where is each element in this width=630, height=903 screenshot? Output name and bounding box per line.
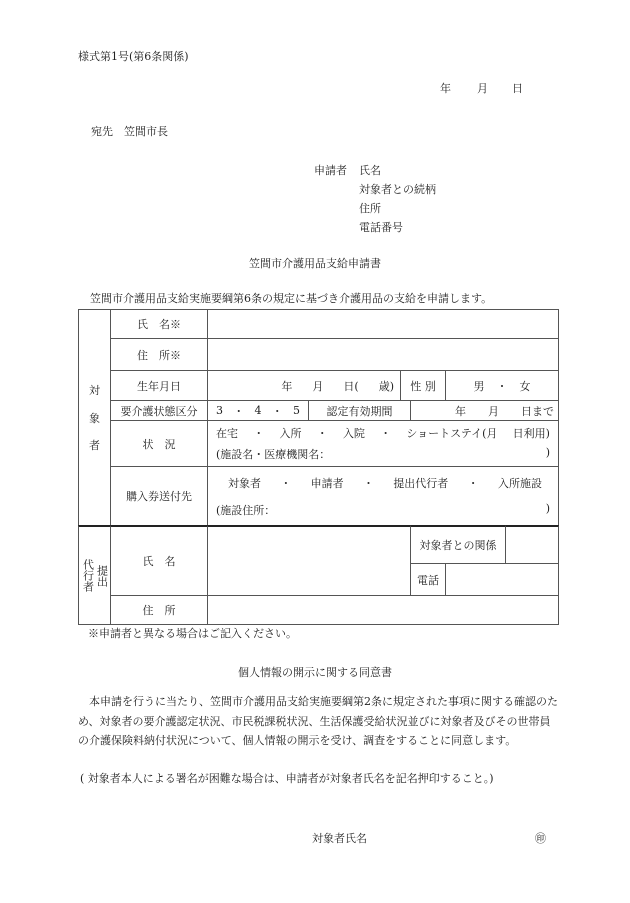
birth-month: 月 — [312, 379, 324, 393]
applicant-name-field: 氏名 — [359, 164, 381, 177]
valid-year: 年 — [455, 404, 466, 418]
consent-note: ( 対象者本人による署名が困難な場合は、申請者が対象者氏名を記名押印すること。) — [80, 772, 494, 785]
separator: ・ — [362, 476, 374, 490]
subject-label — [78, 309, 111, 526]
ticket-proxy[interactable]: 提出代行者 — [393, 476, 449, 490]
applicant-phone-field: 電話番号 — [359, 221, 403, 234]
valid-month: 月 — [488, 404, 499, 418]
ticket-facility[interactable]: 入所施設 — [497, 476, 542, 490]
separator: ・ — [496, 379, 508, 393]
subject-char: 象 — [89, 411, 100, 425]
status-shortstay[interactable]: ショートステイ(月 — [406, 427, 498, 441]
close-paren: ) — [545, 501, 550, 515]
applicant-relation-field: 対象者との続柄 — [359, 183, 436, 196]
date-day: 日 — [512, 82, 523, 95]
proxy-label-line1: 提出 — [95, 564, 109, 587]
seal-icon: ㊞ — [535, 832, 546, 845]
separator: ・ — [253, 427, 265, 441]
ticket-input[interactable] — [207, 466, 559, 526]
ticket-subject[interactable]: 対象者 — [228, 476, 261, 490]
care-label: 要介護状態区分 — [110, 400, 208, 421]
sex-male[interactable]: 男 — [473, 379, 485, 393]
birth-input[interactable] — [207, 370, 401, 401]
sex-label: 性 別 — [400, 370, 446, 401]
address-label: 住 所※ — [110, 338, 208, 371]
form-number: 様式第1号(第6条関係) — [78, 50, 189, 63]
subject-char: 者 — [89, 439, 100, 453]
sex-options[interactable] — [445, 370, 559, 401]
separator: ・ — [280, 476, 292, 490]
facility-address-label: (施設住所： — [216, 503, 276, 517]
status-hospital[interactable]: 入院 — [342, 427, 365, 441]
signature-label: 対象者氏名 — [312, 832, 367, 845]
subject-char: 対 — [89, 383, 100, 397]
ticket-options — [216, 475, 550, 491]
status-home[interactable]: 在宅 — [216, 427, 238, 441]
consent-title: 個人情報の開示に関する同意書 — [238, 666, 392, 679]
date-month: 月 — [477, 82, 488, 95]
care-4[interactable]: 4 — [254, 404, 262, 417]
phone-label: 電話 — [410, 563, 446, 596]
applicant-address-field: 住所 — [359, 202, 381, 215]
status-shortstay-days: 日利用) — [512, 427, 550, 441]
valid-day: 日まで — [521, 404, 554, 418]
status-label: 状 況 — [110, 420, 208, 467]
ticket-label: 購入券送付先 — [110, 466, 208, 526]
name-label: 氏 名※ — [110, 309, 208, 339]
intro-text: 笠間市介護用品支給実施要綱第6条の規定に基づき介護用品の支給を申請します。 — [90, 292, 493, 305]
proxy-label-bottom — [78, 595, 111, 625]
separator: ・ — [233, 404, 245, 418]
separator: ・ — [316, 427, 328, 441]
close-paren: ) — [545, 445, 550, 459]
relation-label: 対象者との関係 — [410, 525, 506, 564]
facility-label: (施設名・医療機関名： — [216, 447, 331, 461]
birth-label: 生年月日 — [110, 370, 208, 401]
care-3[interactable]: 3 — [216, 404, 223, 417]
valid-label: 認定有効期間 — [308, 400, 411, 421]
birth-age: 歳) — [378, 379, 394, 393]
birth-day: 日( — [343, 379, 359, 393]
status-options — [216, 425, 550, 441]
address-input[interactable] — [207, 338, 559, 371]
date-year: 年 — [440, 82, 451, 95]
status-input[interactable] — [207, 420, 559, 467]
relation-input[interactable] — [505, 525, 559, 564]
care-options[interactable] — [207, 400, 309, 421]
separator: ・ — [467, 476, 479, 490]
name-input[interactable] — [207, 309, 559, 339]
consent-text: 本申請を行うに当たり、笠間市介護用品支給実施要綱第2条に規定された事項に関する確認のため、対象者の要介護認定状況、市民税課税状況、生活保護受給状況並びに対象者及びその世帯員の介護保険料納付状況について、個人情報の開示を受け、調査をすることに同意します。 — [78, 695, 558, 747]
applicant-label: 申請者 — [314, 164, 347, 177]
separator: ・ — [271, 404, 283, 418]
page-title: 笠間市介護用品支給申請書 — [249, 257, 381, 270]
status-admitted[interactable]: 入所 — [279, 427, 302, 441]
phone-input[interactable] — [445, 563, 559, 596]
separator: ・ — [380, 427, 392, 441]
proxy-name-input[interactable] — [207, 525, 411, 596]
ticket-applicant[interactable]: 申請者 — [310, 476, 344, 490]
proxy-label-line2: 代行者 — [81, 559, 95, 592]
valid-input[interactable] — [410, 400, 559, 421]
proxy-address-label: 住 所 — [110, 595, 208, 625]
proxy-name-label: 氏 名 — [110, 525, 208, 596]
sex-female[interactable]: 女 — [519, 379, 531, 393]
ticket-facility-address — [216, 502, 550, 518]
care-5[interactable]: 5 — [293, 404, 300, 417]
addressee: 宛先 笠間市長 — [91, 125, 168, 138]
birth-year: 年 — [281, 379, 293, 393]
status-facility — [216, 446, 550, 462]
note: ※申請者と異なる場合はご記入ください。 — [88, 627, 297, 640]
proxy-address-input[interactable] — [207, 595, 559, 625]
